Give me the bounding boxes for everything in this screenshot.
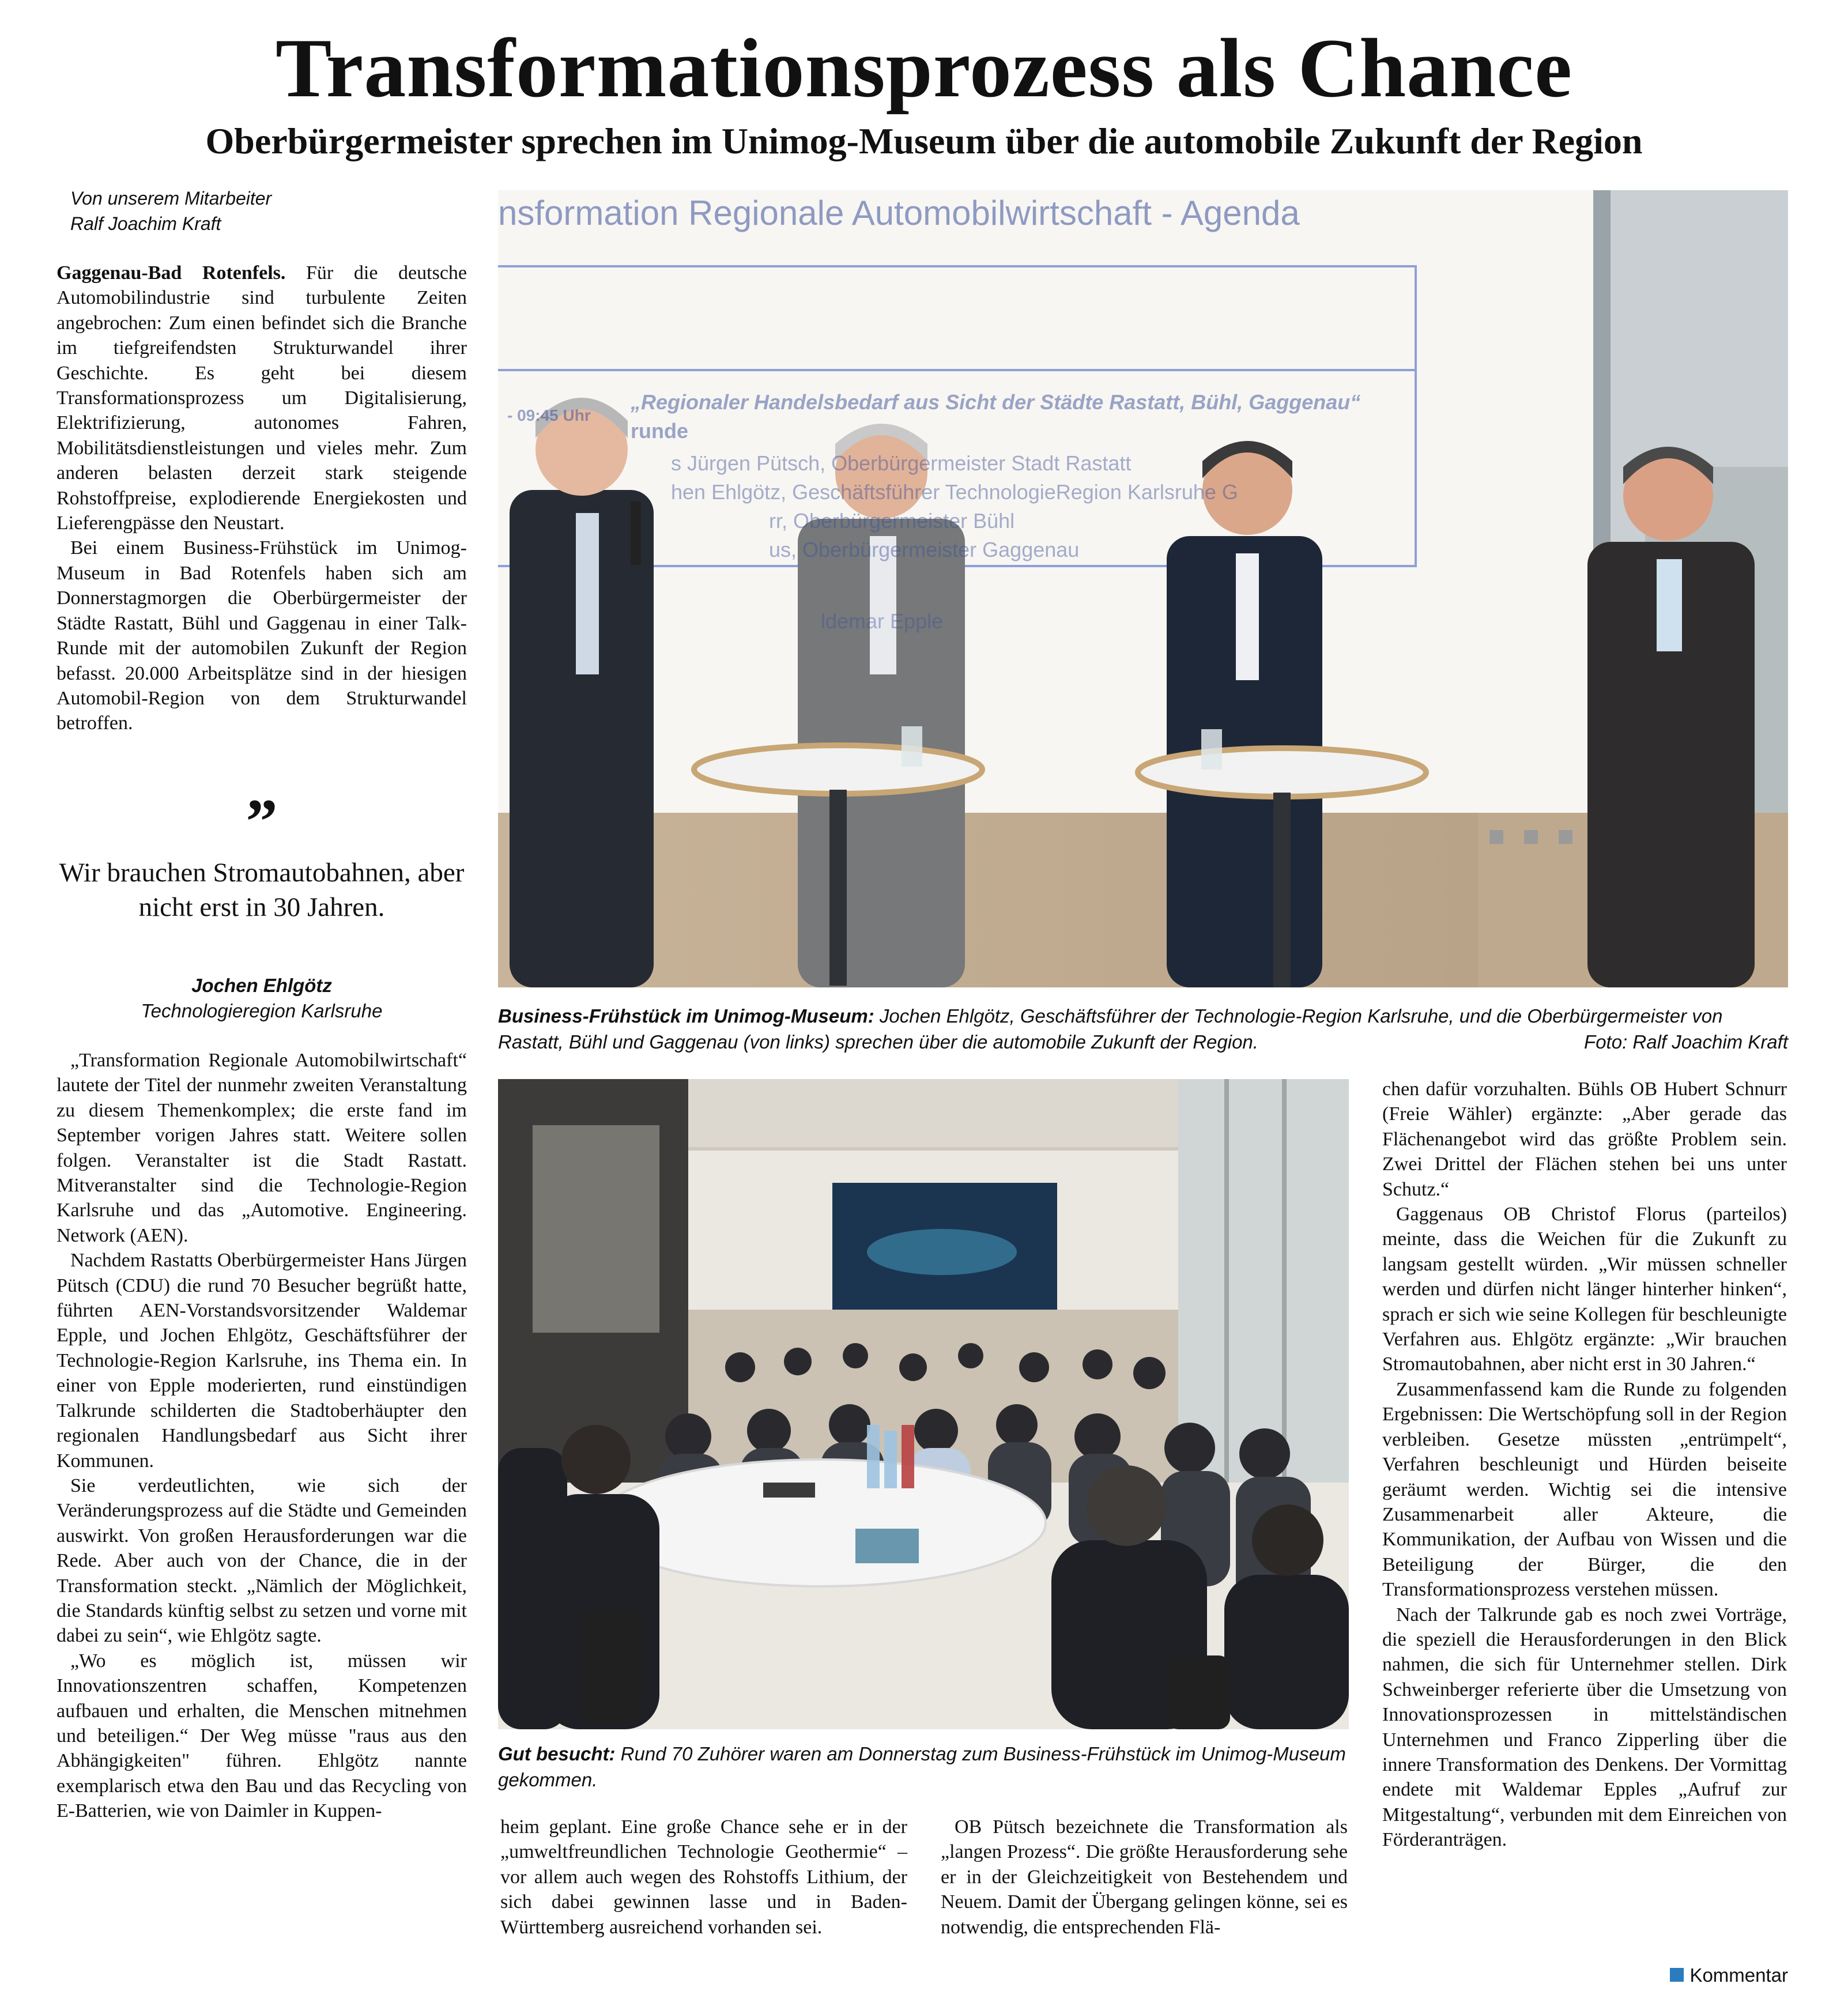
headline: Transformationsprozess als Chance — [275, 21, 1573, 115]
photo-credit: Foto: Ralf Joachim Kraft — [1584, 1031, 1788, 1053]
paragraph: Zusammenfassend kam die Runde zu folgenden Ergebnissen: Die Wertschöpfung soll in der Region verbleiben. Gesetze müssten „entrümpelt“, Verfahren beschleunigt und Hürden beiseite geräumt werden. Wichtig sei die intensive Zusammenarbeit aller Akteure, die Kommunikation, der Aufbau von Wissen und die Beteiligung der Bürger, die den Transformationsprozess verstehen müssen. — [1382, 1378, 1787, 1601]
subheadline: Oberbürgermeister sprechen im Unimog-Museum über die automobile Zukunft der Region — [205, 120, 1643, 161]
caption-2-lead: Gut besucht: — [498, 1743, 616, 1764]
photo-caption-2 — [498, 1741, 1349, 1793]
slide-participant-5: ldemar Epple — [821, 609, 944, 633]
pullquote-role: Technologieregion Karlsruhe — [141, 1000, 383, 1021]
pullquote-text: Wir brauchen Stromautobahnen, aber nicht erst in 30 Jahren. — [59, 858, 465, 922]
slide-participant-2: hen Ehlgötz, Geschäftsführer TechnologieRegion Karlsruhe G — [671, 480, 1238, 504]
article-column-3-bottom — [941, 1815, 1348, 1940]
caption-1-lead: Business-Frühstück im Unimog-Museum: — [498, 1005, 874, 1027]
slide-title: nsformation Regionale Automobilwirtschaft - Agenda — [498, 194, 1300, 232]
paragraph-continued: heim geplant. Eine große Chance sehe er in der „umweltfreundlichen Technologie Geothermie“ – vor allem auch wegen des Rohstoffs Lithium, der sich dabei gewinnen lasse und in Baden-Württemberg ausreichend vorhanden sei. — [500, 1816, 907, 1938]
paragraph: Nachdem Rastatts Oberbürgermeister Hans Jürgen Pütsch (CDU) die rund 70 Besucher begrüßt hatte, führten AEN-Vorstandsvorsitzender Waldemar Epple, und Jochen Ehlgötz, Geschäftsführer der Technologie-Region Karlsruhe, ins Thema ein. In einer von Epple moderierten, rund einstündigen Talkrunde schilderten die Stadtoberhäupter den regionalen Handlungsbedarf aus Sicht ihrer Kommunen. — [56, 1250, 467, 1472]
caption-1-text: Jochen Ehlgötz, Geschäftsführer der Technologie-Region Karlsruhe, und die Oberbürgermeister von Rastatt, Bühl und Gaggenau (von links) sprechen über die automobile Zukunft der Region. — [498, 1005, 1723, 1053]
caption-2-text: Rund 70 Zuhörer waren am Donnerstag zum Business-Frühstück im Unimog-Museum gekommen. — [498, 1743, 1346, 1790]
quote-mark-icon: ” — [246, 786, 278, 857]
paragraph: „Transformation Regionale Automobilwirtschaft“ lautete der Titel der nunmehr zweiten Veranstaltung zu diesem Themenkomplex; die erste fand im September vorigen Jahres statt. Weitere sollen folgen. Veranstalter ist die Stadt Rastatt. Mitveranstalter sind die Technologie-Region Karlsruhe und das „Automotive. Engineering. Network (AEN). — [56, 1050, 467, 1246]
intro-paragraph — [56, 261, 467, 535]
slide-runde: runde — [631, 419, 689, 443]
paragraph: Nach der Talkrunde gab es noch zwei Vorträge, die speziell die Herausforderungen in den Blick nahmen, die sich für Unternehmer stellen. Dirk Schweinberger referierte über die Umsetzung von Innovationsprozessen in mittelständischen Unternehmen und Franco Zipperling über die innere Transformation des Denkens. Der Vormittag endete mit Waldemar Epples „Aufruf zur Mitgestaltung“, verbunden mit dem Einreichen von Förderanträgen. — [1382, 1604, 1787, 1851]
pullquote-author: Jochen Ehlgötz — [191, 975, 332, 996]
byline — [70, 186, 474, 236]
photo-talk-round — [498, 190, 1788, 987]
pullquote-attribution — [56, 973, 467, 1024]
kommentar-label: Kommentar — [1689, 1964, 1788, 1986]
article-column-1-bottom — [56, 1048, 467, 1824]
square-icon — [1670, 1968, 1684, 1982]
slide-participant-4: us, Oberbürgermeister Gaggenau — [769, 538, 1080, 561]
kommentar-link[interactable] — [1670, 1963, 1788, 1988]
byline-author: Ralf Joachim Kraft — [70, 213, 221, 234]
dateline: Gaggenau-Bad Rotenfels. — [56, 262, 286, 284]
intro-text: Für die deutsche Automobilindustrie sind turbulente Zeiten angebrochen: Zum einen befindet sich die Branche im tiefgreifendsten Strukturwandel ihrer Geschichte. Es geht bei diesem Transformationsprozess um Digitalisierung, Elektrifizierung, autonomes Fahren, Mobilitätsdienstleistungen und vieles mehr. Zum anderen belasten derzeit stark steigende Rohstoffpreise, explodierende Energiekosten und Lieferengpässe den Neustart. — [56, 262, 467, 534]
paragraph: Gaggenaus OB Christof Florus (parteilos) meinte, dass die Weichen für die Zukunft zu langsam gestellt würden. „Wir müssen schneller werden und dürfen nicht länger hinterher hinken“, sprach er sich wie seine Kollegen für beschleunigte Verfahren aus. Ehlgötz ergänzte: „Wir brauchen Stromautobahnen, aber nicht erst in 30 Jahren.“ — [1382, 1204, 1787, 1375]
slide-participant-3: rr, Oberbürgermeister Bühl — [769, 509, 1015, 533]
slide-time: - 09:45 Uhr — [507, 406, 591, 424]
byline-line1: Von unserem Mitarbeiter — [70, 188, 272, 209]
paragraph: OB Pütsch bezeichnete die Transformation als „langen Prozess“. Die größte Herausforderung sehe er in der Gleichzeitigkeit von Bestehendem und Neuem. Damit der Übergang gelingen könne, sei es notwendig, die entsprechenden Flä- — [941, 1816, 1348, 1938]
article-column-1-top — [56, 261, 467, 736]
photo-caption-1 — [498, 1003, 1788, 1055]
article-column-4 — [1382, 1077, 1787, 1853]
paragraph: „Wo es möglich ist, müssen wir Innovationszentren schaffen, Kompetenzen aufbauen und erhalten, die Menschen mitnehmen und beteiligen.“ Der Weg müsse "raus aus den Abhängigkeiten" führen. Ehlgötz nannte exemplarisch etwa den Bau und das Recycling von E-Batterien, wie von Daimler in Kuppen- — [56, 1650, 467, 1822]
paragraph: Sie verdeutlichten, wie sich der Veränderungsprozess auf die Städte und Gemeinden auswirkt. Von großen Herausforderungen war die Rede. Aber auch von der Chance, die in der Transformation steckt. „Nämlich der Möglichkeit, die Standards künftig selbst zu setzen und vorne mit dabei zu sein“, wie Ehlgötz sagte. — [56, 1474, 467, 1647]
paragraph: Bei einem Business-Frühstück im Unimog-Museum in Bad Rotenfels haben sich am Donnerstagmorgen die Oberbürgermeister der Städte Rastatt, Bühl und Gaggenau in einer Talk-Runde mit der automobilen Zukunft der Region befasst. 20.000 Arbeitsplätze sind in der hiesigen Automobil-Region von dem Strukturwandel betroffen. — [56, 537, 467, 734]
slide-participant-1: s Jürgen Pütsch, Oberbürgermeister Stadt Rastatt — [671, 451, 1132, 475]
paragraph-continued: chen dafür vorzuhalten. Bühls OB Hubert Schnurr (Freie Wähler) ergänzte: „Aber gerade das Flächenangebot wird das größte Problem sein. Zwei Drittel der Flächen stehen bei uns unter Schutz.“ — [1382, 1078, 1787, 1200]
photo-audience — [498, 1079, 1349, 1729]
article-column-2-bottom — [500, 1815, 907, 1940]
slide-topic: „Regionaler Handelsbedarf aus Sicht der Städte Rastatt, Bühl, Gaggenau“ — [631, 390, 1361, 414]
